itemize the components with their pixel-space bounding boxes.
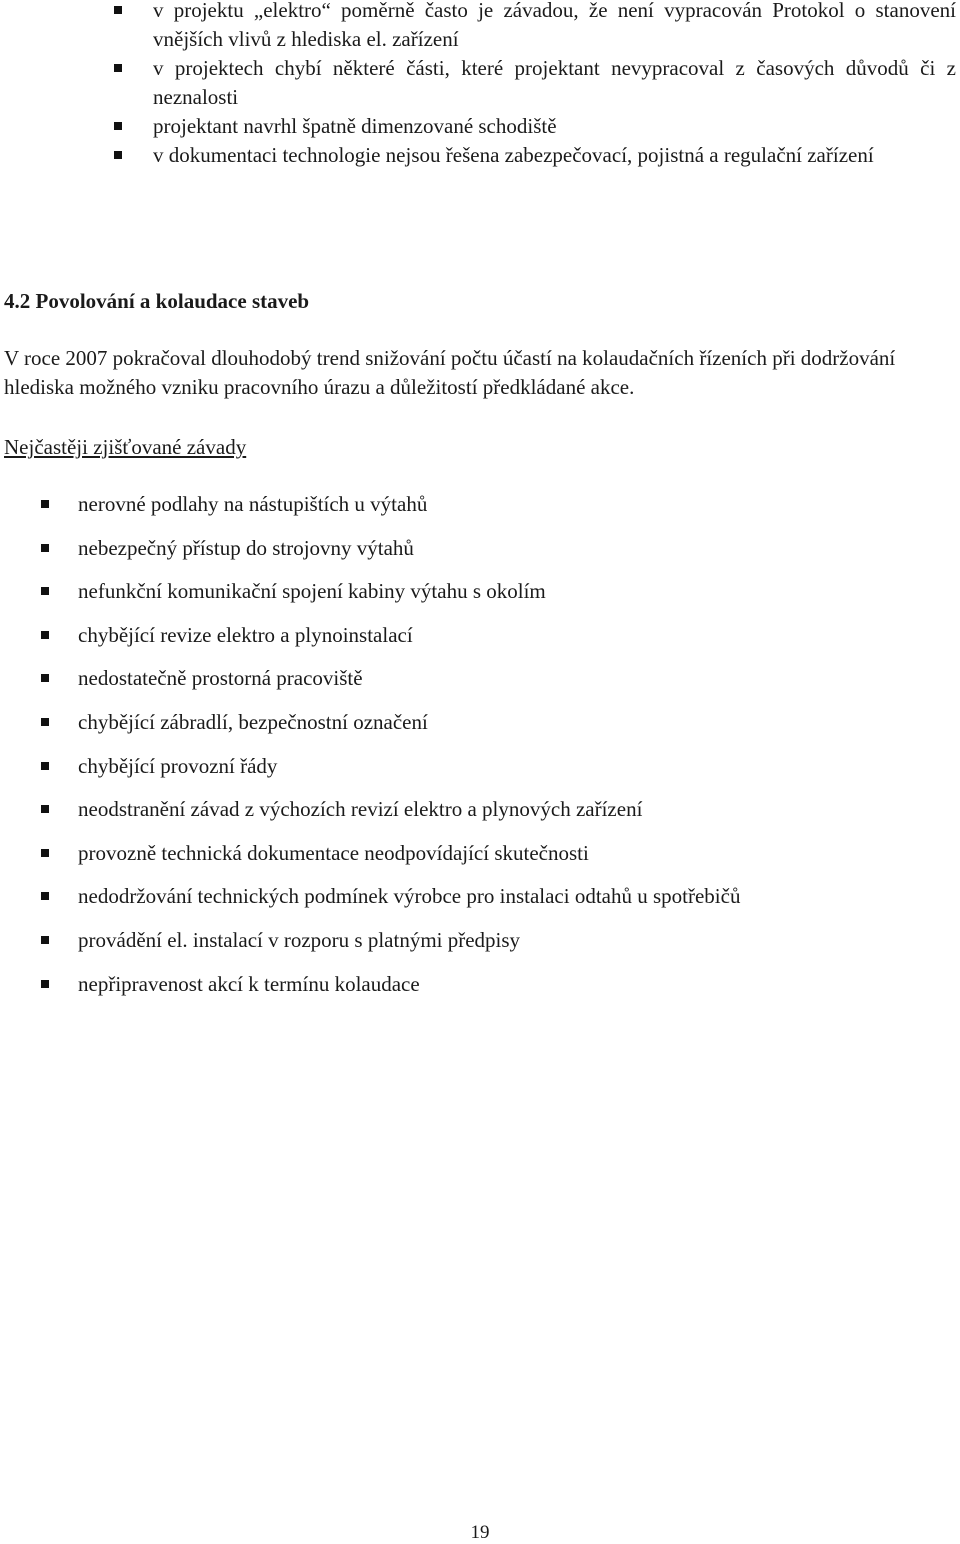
list-item-text: chybějící revize elektro a plynoinstalací <box>78 622 413 647</box>
list-item-text: nebezpečný přístup do strojovny výtahů <box>78 535 414 560</box>
list-item-text: nerovné podlahy na nástupištích u výtahů <box>78 492 428 516</box>
list-item-text: nepřipravenost akcí k termínu kolaudace <box>78 971 420 996</box>
list-item <box>0 54 960 112</box>
square-bullet-icon <box>114 64 122 72</box>
list-item <box>0 970 740 1014</box>
list-item-text: provádění el. instalací v rozporu s platnými předpisy <box>78 927 521 952</box>
top-bullet-list <box>0 0 960 170</box>
list-item <box>0 752 740 796</box>
square-bullet-icon <box>41 718 49 726</box>
square-bullet-icon <box>41 631 49 639</box>
list-item-text: nedodržování technických podmínek výrobce pro instalaci odtahů u spotřebičů <box>78 884 741 909</box>
list-item <box>0 490 740 534</box>
list-item-text: neodstranění závad z výchozích revizí elektro a plynových zařízení <box>78 797 643 822</box>
list-item-text: nefunkční komunikační spojení kabiny výtahu s okolím <box>78 579 546 604</box>
square-bullet-icon <box>41 674 49 682</box>
square-bullet-icon <box>41 892 49 900</box>
square-bullet-icon <box>41 587 49 595</box>
list-item <box>0 534 740 578</box>
square-bullet-icon <box>41 544 49 552</box>
square-bullet-icon <box>41 805 49 813</box>
defect-list <box>0 490 740 1013</box>
list-item-text: v projektech chybí některé části, které projektant nevypracoval z časových důvodů či z neznalosti <box>153 56 956 109</box>
list-item <box>0 621 740 665</box>
list-item <box>0 926 740 970</box>
list-item <box>0 577 740 621</box>
square-bullet-icon <box>41 980 49 988</box>
list-item-text: chybějící provozní řády <box>78 753 278 778</box>
square-bullet-icon <box>41 500 49 508</box>
defects-subheading: Nejčastěji zjišťované závady <box>4 435 247 459</box>
list-item <box>0 0 960 54</box>
list-item-text: nedostatečně prostorná pracoviště <box>78 666 363 691</box>
list-item <box>0 664 740 708</box>
square-bullet-icon <box>41 849 49 857</box>
square-bullet-icon <box>114 6 122 14</box>
list-item-text: chybějící zábradlí, bezpečnostní označení <box>78 709 428 734</box>
list-item-text: v projektu „elektro“ poměrně často je závadou, že není vypracován Protokol o stanovení vnějších vlivů z hlediska el. zařízení <box>153 0 956 51</box>
list-item-text: v dokumentaci technologie nejsou řešena zabezpečovací, pojistná a regulační zařízení <box>153 143 874 167</box>
section-heading: 4.2 Povolování a kolaudace staveb <box>4 289 310 313</box>
list-item <box>0 708 740 752</box>
section-paragraph: V roce 2007 pokračoval dlouhodobý trend snižování počtu účastí na kolaudačních řízeních při dodržování hlediska možného vzniku pracovního úrazu a důležitostí předkládané akce. <box>4 346 896 399</box>
square-bullet-icon <box>114 151 122 159</box>
list-item-text: projektant navrhl špatně dimenzované schodiště <box>153 114 557 138</box>
list-item-text: provozně technická dokumentace neodpovídající skutečnosti <box>78 840 589 865</box>
list-item <box>0 839 740 883</box>
square-bullet-icon <box>41 762 49 770</box>
list-item <box>0 795 740 839</box>
list-item <box>0 112 960 141</box>
list-item <box>0 882 740 926</box>
list-item <box>0 141 960 170</box>
square-bullet-icon <box>41 936 49 944</box>
square-bullet-icon <box>114 122 122 130</box>
page-number: 19 <box>470 1522 490 1543</box>
